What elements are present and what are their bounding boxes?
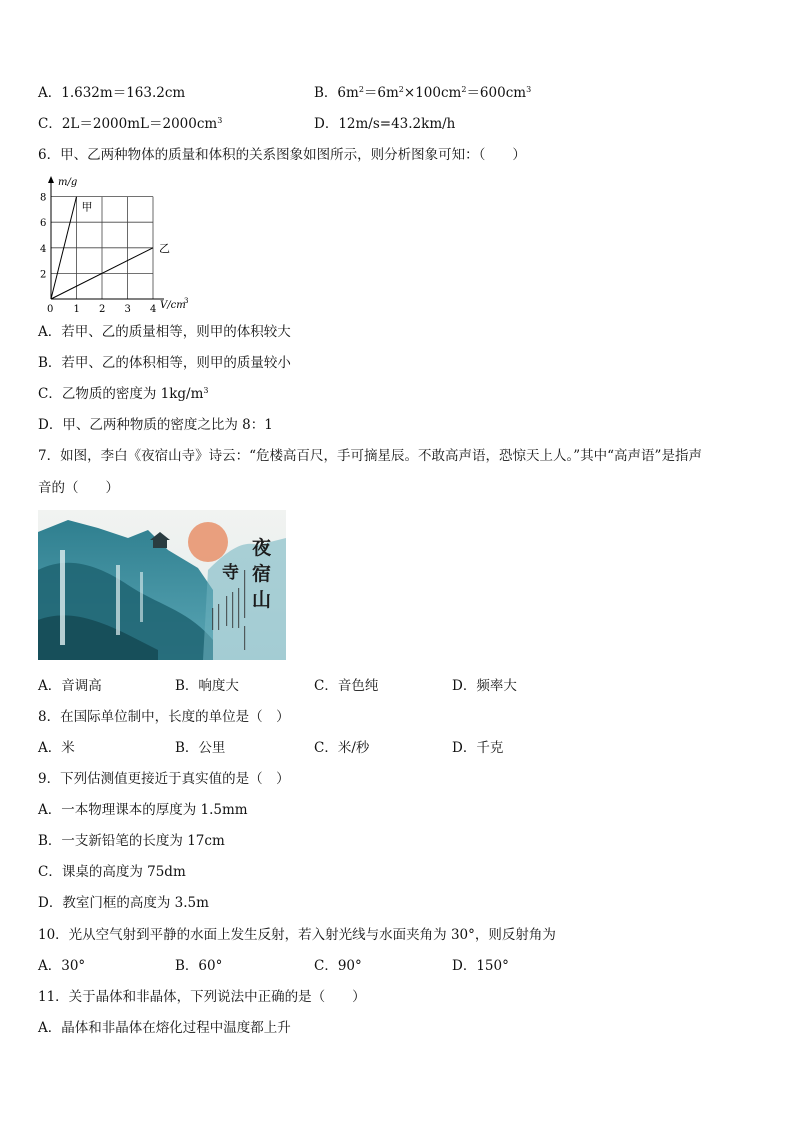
q7-stem-line1: 7．如图，李白《夜宿山寺》诗云：“危楼高百尺，手可摘星辰。不敢高声语，恐惊天上人。”其中“高声语”是指声 bbox=[38, 448, 702, 464]
q6-option-b: B．若甲、乙的体积相等，则甲的质量较小 bbox=[38, 355, 291, 371]
q8-option-a: A．米 bbox=[38, 740, 75, 756]
q7-option-c: C．音色纯 bbox=[314, 678, 379, 694]
mass-volume-chart bbox=[36, 172, 196, 312]
q7-stem-line2: 音的（ ） bbox=[38, 480, 119, 496]
poster-char-1: 夜 bbox=[252, 537, 272, 559]
q6-option-c bbox=[38, 385, 208, 403]
chart-grid bbox=[51, 197, 153, 299]
q10-option-d: D．150° bbox=[452, 958, 509, 974]
q5-b-exp1: 2 bbox=[358, 85, 364, 94]
x-tick-label-1: 1 bbox=[73, 304, 80, 312]
poster-char-2: 宿 bbox=[252, 563, 272, 585]
q5-b-part1: B．6m bbox=[314, 85, 359, 101]
q6-c-exp: 3 bbox=[203, 386, 209, 395]
series-label-1: 甲 bbox=[81, 200, 93, 214]
x-axis-label-exponent: 3 bbox=[184, 297, 189, 305]
q5-option-c bbox=[38, 115, 222, 133]
origin-label: 0 bbox=[47, 304, 54, 312]
q10-option-b: B．60° bbox=[175, 958, 223, 974]
q9-option-c: C．课桌的高度为 75dm bbox=[38, 864, 186, 880]
q5-option-b bbox=[314, 84, 531, 102]
series-label-2: 乙 bbox=[159, 241, 170, 255]
sun-icon bbox=[188, 522, 228, 562]
q7-option-d: D．频率大 bbox=[452, 678, 517, 694]
q5-b-part4: ＝600cm bbox=[466, 85, 527, 101]
q5-b-part2: ＝6m bbox=[363, 85, 399, 101]
y-tick-label-8: 8 bbox=[40, 192, 47, 204]
q6-stem: 6．甲、乙两种物体的质量和体积的关系图象如图所示，则分析图象可知：（ ） bbox=[38, 147, 526, 163]
q5-b-part3: ×100cm bbox=[403, 85, 462, 101]
q8-option-c: C．米/秒 bbox=[314, 740, 370, 756]
y-tick-label-2: 2 bbox=[40, 269, 47, 281]
q7-option-b: B．响度大 bbox=[175, 678, 239, 694]
q5-b-exp3: 2 bbox=[461, 85, 467, 94]
q9-option-d: D．教室门框的高度为 3.5m bbox=[38, 895, 209, 911]
q8-option-b: B．公里 bbox=[175, 740, 226, 756]
y-tick-label-4: 4 bbox=[40, 243, 47, 255]
x-tick-label-3: 3 bbox=[124, 304, 131, 312]
q9-stem: 9．下列估测值更接近于真实值的是（ ） bbox=[38, 771, 290, 787]
poster-char-3: 山 bbox=[252, 589, 272, 611]
q8-option-d: D．千克 bbox=[452, 740, 504, 756]
q9-option-a: A．一本物理课本的厚度为 1.5mm bbox=[38, 802, 248, 818]
q5-option-d: D．12m/s=43.2km/h bbox=[314, 116, 456, 132]
x-tick-label-4: 4 bbox=[150, 304, 157, 312]
q5-option-a: A．1.632m＝163.2cm bbox=[38, 85, 186, 101]
q11-option-a: A．晶体和非晶体在熔化过程中温度都上升 bbox=[38, 1020, 291, 1036]
q5-c-exp1: 3 bbox=[217, 116, 223, 125]
x-tick-label-2: 2 bbox=[99, 304, 106, 312]
q9-option-b: B．一支新铅笔的长度为 17cm bbox=[38, 833, 225, 849]
q6-option-d: D．甲、乙两种物质的密度之比为 8：1 bbox=[38, 417, 273, 433]
poster-char-4: 寺 bbox=[222, 563, 239, 583]
q10-option-c: C．90° bbox=[314, 958, 362, 974]
q6-option-a: A．若甲、乙的质量相等，则甲的体积较大 bbox=[38, 324, 291, 340]
q5-b-exp2: 2 bbox=[398, 85, 404, 94]
q8-stem: 8．在国际单位制中，长度的单位是（ ） bbox=[38, 709, 290, 725]
q5-c-part1: C．2L＝2000mL＝2000cm bbox=[38, 116, 218, 132]
chart-labels bbox=[40, 177, 188, 312]
q6-c-text: C．乙物质的密度为 1kg/m bbox=[38, 386, 204, 402]
q7-option-a: A．音调高 bbox=[38, 678, 102, 694]
y-axis-arrow bbox=[48, 176, 54, 183]
chart-axes bbox=[48, 176, 164, 299]
q10-option-a: A．30° bbox=[38, 958, 86, 974]
q10-stem: 10．光从空气射到平静的水面上发生反射，若入射光线与水面夹角为 30°，则反射角为 bbox=[38, 927, 556, 943]
poem-illustration bbox=[38, 510, 286, 660]
y-axis-label: m/g bbox=[58, 177, 78, 188]
q11-stem: 11．关于晶体和非晶体，下列说法中正确的是（ ） bbox=[38, 989, 366, 1005]
x-axis-label: V/cm bbox=[160, 300, 186, 311]
y-tick-label-6: 6 bbox=[40, 218, 47, 230]
q5-b-exp4: 3 bbox=[526, 85, 532, 94]
